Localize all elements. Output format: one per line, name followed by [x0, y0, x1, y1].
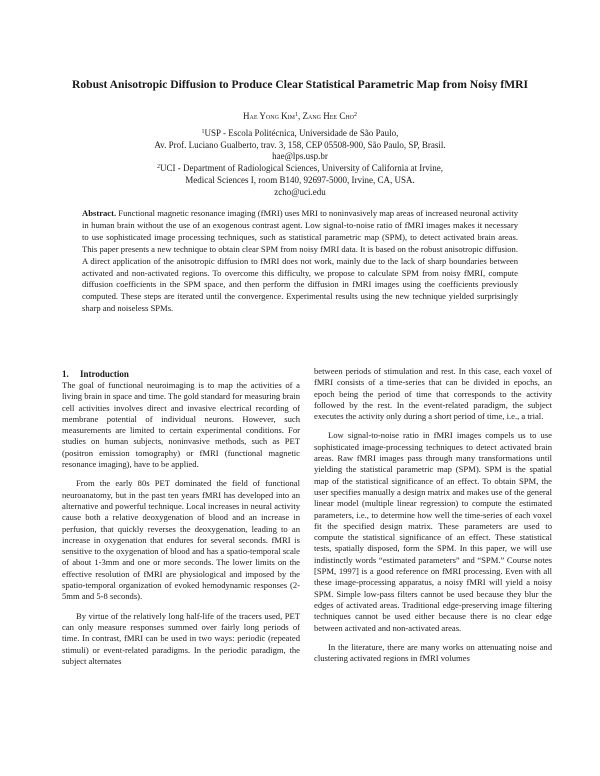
abstract-text: Functional magnetic resonance imaging (fMRI) uses MRI to noninvasively map areas of increased neuronal activity in human brain without the use of an exogenous contrast agent. Low signal-to-noise ratio of fMRI images makes it necessary to use sophisticated image processing techniques, such as statistical parametric map (SPM), to detect activated brain areas. This paper presents a new technique to obtain clear SPM from noisy fMRI data. It is based on the robust anisotropic diffusion. A direct application of the anisotropic diffusion to fMRI does not work, mainly due to the lack of sharp boundaries between activated and non-activated regions. To overcome this difficulty, we propose to calculate SPM from noisy fMRI, compute diffusion coefficients in the SPM space, and then perform the diffusion in fMRI images using the coefficients previously computed. These steps are iterated until the convergence. Experimental results using the new technique yielded surprisingly sharp and noiseless SPMs. [82, 208, 518, 314]
author-2-name: Zang Hee Cho [302, 111, 354, 121]
affiliation-1-mark: 1 [201, 129, 205, 135]
left-paragraph-2: From the early 80s PET dominated the field of functional neuroanatomy, but in the past ten years fMRI has developed into an alternative and powerful technique. Local increases in neural activity cause both a relative deoxygenation of blood and an increase in perfusion, that quickly reverses the deoxygenation, leading to an increase in oxygenation that endures for several seconds. fMRI is sensitive to the oxygenation of blood and has a spatio-temporal scale of about 1-3mm and one or more seconds. The lower limits on the effective resolution of fMRI are physiological and imposed by the spatio-temporal organization of evoked hemodynamic responses (2-5mm and 5-8 seconds). [62, 478, 300, 602]
abstract [82, 208, 518, 315]
right-paragraph-3: In the literature, there are many works on attenuating noise and clustering activated regions in fMRI volumes [314, 641, 552, 664]
right-paragraph-1: between periods of stimulation and rest. In this case, each voxel of fMRI consists of a time-series that can be divided in epochs, an epoch being the period of time that corresponds to the activity followed by the rest. In the event-related paradigm, the subject executes the activity only during a short period of time, i.e., a trial. [314, 366, 552, 422]
affiliations-block [60, 128, 540, 198]
affiliation-2-email: zcho@uci.edu [274, 186, 326, 197]
paper-title: Robust Anisotropic Diffusion to Produce Clear Statistical Parametric Map from Noisy fMRI [71, 78, 529, 91]
affiliation-1-address: Av. Prof. Luciano Gualberto, trav. 3, 158, CEP 05508-900, São Paulo, SP, Brasil. [154, 139, 446, 150]
affiliation-2-mark: 2 [157, 164, 161, 171]
right-column [314, 366, 552, 664]
abstract-label: Abstract. [82, 208, 117, 218]
author-1-affiliation-mark: 1 [295, 112, 298, 118]
affiliation-2-address: Medical Sciences I, room B140, 92697-5000, Irvine, CA, USA. [185, 174, 415, 185]
affiliation-2-institution: UCI - Department of Radiological Sciences, University of California at Irvine, [160, 163, 443, 174]
author-separator: , [298, 111, 303, 121]
affiliation-1-email: hae@lps.usp.br [272, 151, 328, 162]
author-2-affiliation-mark: 2 [354, 112, 357, 118]
section-title: Introduction [80, 369, 129, 379]
right-paragraph-2: Low signal-to-noise ratio in fMRI images compels us to use sophisticated image-processing techniques to detect activated brain areas. Raw fMRI images pass through many transformations until yielding the statistical parametric map (SPM). SPM is the spatial map of the statistical significance of an effect. To obtain SPM, the user specifies manually a design matrix and makes use of the general linear model (multiple linear regression) to compute the estimated parameters, i.e., to determine how well the time-series of each voxel fit the specified design matrix. These parameters are used to compute the statistical significance of an effect. These statistical tests, spatially disposed, form the SPM. In this paper, we will use indistinctly words “estimated parameters” and “SPM.” Course notes [SPM, 1997] is a good reference on fMRI processing. Even with all these image-processing apparatus, a noisy fMRI will yield a noisy SPM. Simple low-pass filters cannot be used because they blur the edges of activated areas. Traditional edge-preserving image filtering techniques cannot be used either because there is no clear edge between activated and non-activated areas. [314, 430, 552, 633]
affiliation-1-institution: USP - Escola Politécnica, Universidade de São Paulo, [204, 128, 399, 138]
affiliation-1-line-1 [60, 128, 540, 140]
left-paragraph-1: The goal of functional neuroimaging is to map the activities of a living brain in space and time. The gold standard for measuring brain cell activities involves direct and invasive electrical recording of membrane potential of individual neurons. However, such measurements are limited to certain experimental conditions. For studies on human subjects, noninvasive methods, such as PET (positron emission tomography) or fMRI (functional magnetic resonance imaging), have to be applied. [62, 380, 301, 470]
author-1-name: Hae Yong Kim [243, 111, 295, 121]
section-heading-introduction [62, 368, 300, 380]
left-column [62, 368, 300, 667]
author-line [40, 110, 560, 122]
affiliation-2-line-1 [60, 163, 540, 175]
section-number: 1. [62, 369, 69, 379]
left-paragraph-3: By virtue of the relatively long half-life of the tracers used, PET can only measure responses summed over fairly long periods of time. In contrast, fMRI can be used in two ways: periodic (repeated stimuli) or event-related paradigms. In the periodic paradigm, the subject alternates [62, 610, 300, 666]
